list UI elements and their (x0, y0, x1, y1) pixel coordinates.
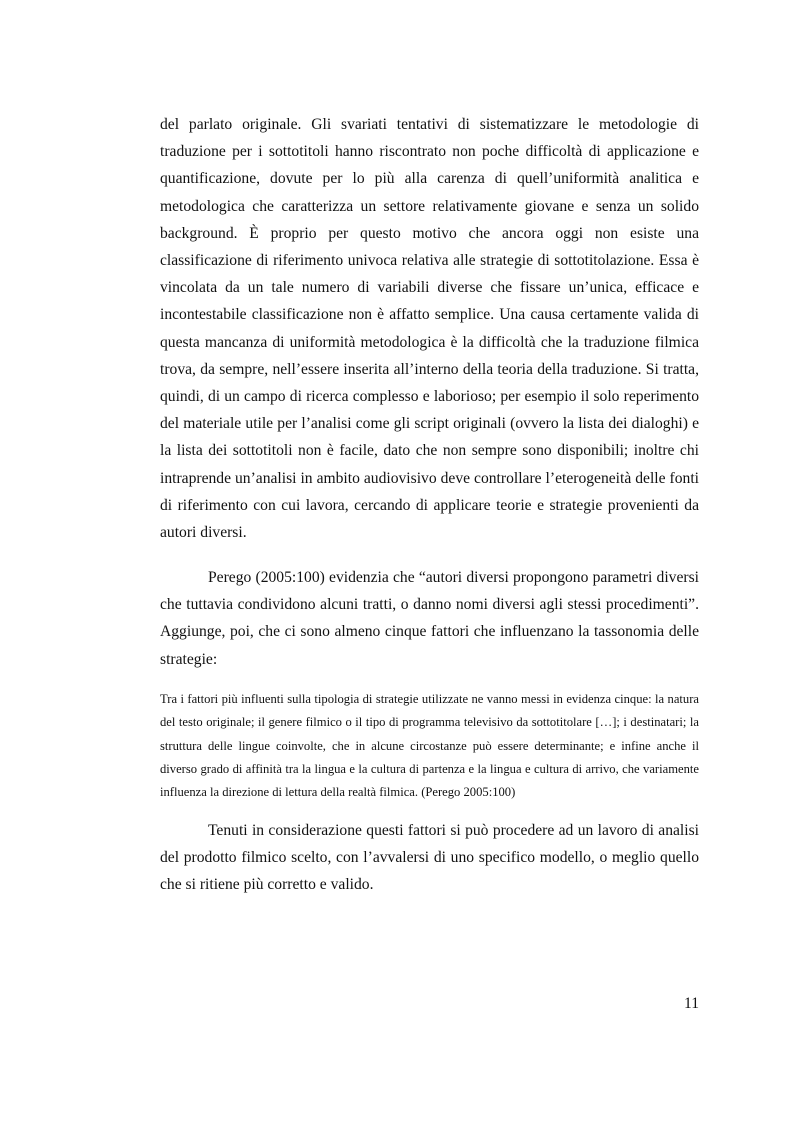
page-number: 11 (683, 995, 699, 1012)
body-paragraph-1: del parlato originale. Gli svariati tentativi di sistematizzare le metodologie di traduzione per i sottotitoli hanno riscontrato non poche difficoltà di applicazione e quantificazione, dovute per lo più alla carenza di quell’uniformità analitica e metodologica che caratterizza un settore relativamente giovane e senza un solido background. È proprio per questo motivo che ancora oggi non esiste una classificazione di riferimento univoca relativa alle strategie di sottotitolazione. Essa è vincolata da un tale numero di variabili diverse che fissare un’unica, efficace e incontestabile classificazione non è affatto semplice. Una causa certamente valida di questa mancanza di uniformità metodologica è la difficoltà che la traduzione filmica trova, da sempre, nell’essere inserita all’interno della teoria della traduzione. Si tratta, quindi, di un campo di ricerca complesso e laborioso; per esempio il solo reperimento del materiale utile per l’analisi come gli script originali (ovvero la lista dei dialoghi) e la lista dei sottotitoli non è facile, dato che non sempre sono disponibili; inoltre chi intraprende un’analisi in ambito audiovisivo deve controllare l’eterogeneità delle fonti di riferimento con cui lavora, cercando di applicare teorie e strategie provenienti da autori diversi. (160, 116, 699, 542)
body-paragraph-2: Perego (2005:100) evidenzia che “autori diversi propongono parametri diversi che tuttavia condividono alcuni tratti, o danno nomi diversi agli stessi procedimenti”. Aggiunge, poi, che ci sono almeno cinque fattori che influenzano la tassonomia delle strategie: (160, 569, 699, 668)
body-paragraph-3: Tenuti in considerazione questi fattori si può procedere ad un lavoro di analisi del prodotto filmico scelto, con l’avvalersi di uno specifico modello, o meglio quello che si ritiene più corretto e valido. (160, 822, 699, 894)
block-quote: Tra i fattori più influenti sulla tipologia di strategie utilizzate ne vanno messi in evidenza cinque: la natura del testo originale; il genere filmico o il tipo di programma televisivo da sottotitolare […]; i destinatari; la struttura delle lingue coinvolte, che in alcune circostanze può essere determinante; e infine anche il diverso grado di affinità tra la lingua e la cultura di partenza e la lingua e cultura di arrivo, che variamente influenza la direzione di lettura della realtà filmica. (Perego 2005:100) (160, 692, 699, 800)
